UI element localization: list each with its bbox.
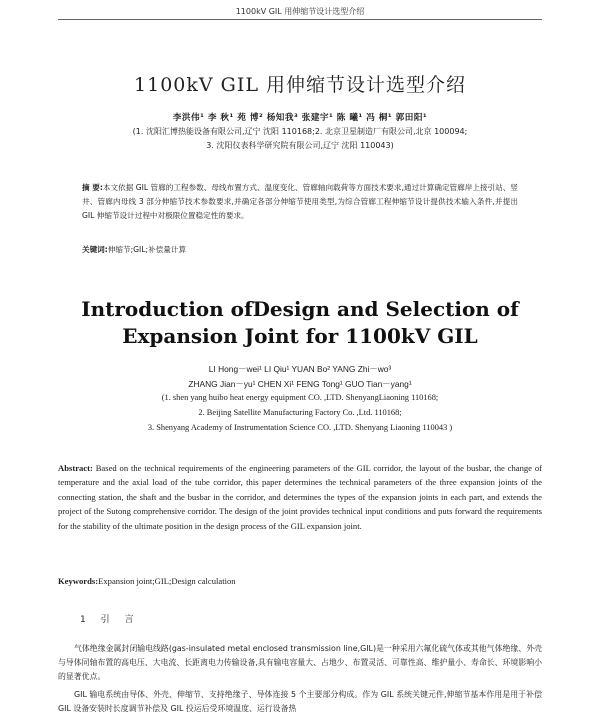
body-paragraph-1: 气体绝缘金属封闭输电线路(gas-insulated metal enclosed transmission line,GIL)是一种采用六氟化硫气体或其他气体绝缘、外壳与导体同轴布置的高电压、大电流、长距离电力传输设备,具有输电容量大、占地少、布置灵活、可靠性高、维护量小、寿命长、环境影响小的显著优点。 bbox=[58, 644, 542, 682]
chinese-abstract-text: 本文依据 GIL 管廊的工程参数、母线布置方式、温度变化、管廊轴向载荷等方面技术要求,通过计算确定管廊岸上接引站、竖井、管廊内母线 3 部分伸缩节技术参数要求,并确定各部分伸缩节使用类型,为综合管廊工程伸缩节设计提供技术输入条件,并提出 GIL 伸缩节设计过程中对极限位置稳定性的要求。 bbox=[82, 183, 518, 221]
english-abstract bbox=[58, 461, 542, 533]
header-rule bbox=[58, 19, 542, 20]
english-keywords-text: Expansion joint;GIL;Design calculation bbox=[98, 576, 236, 586]
chinese-affiliation-line-1: (1. 沈阳汇博热能设备有限公司,辽宁 沈阳 110168;2. 北京卫星制造厂有限公司,北京 100094; bbox=[132, 127, 468, 136]
english-title-line-2: Expansion Joint for 1100kV GIL bbox=[122, 324, 478, 348]
chinese-keywords-text: 伸缩节;GIL;补偿量计算 bbox=[107, 245, 187, 254]
english-affiliation-line-2: 2. Beijing Satellite Manufacturing Factory Co. ,Ltd. 110168; bbox=[198, 408, 402, 417]
english-keywords-label: Keywords: bbox=[58, 576, 99, 586]
running-head: 1100kV GIL 用伸缩节设计选型介绍 bbox=[235, 7, 365, 16]
chinese-authors: 李洪伟¹ 李 秋¹ 苑 博² 杨知我³ 张建宇¹ 陈 曦¹ 冯 桐¹ 郭田阳¹ bbox=[172, 113, 428, 123]
section-heading bbox=[80, 612, 139, 625]
chinese-abstract bbox=[82, 181, 518, 224]
chinese-keywords-label: 关键词: bbox=[82, 245, 108, 254]
chinese-title: 1100kV GIL 用伸缩节设计选型介绍 bbox=[134, 74, 466, 96]
chinese-keywords bbox=[82, 244, 518, 255]
chinese-abstract-label: 摘 要: bbox=[82, 183, 103, 192]
english-abstract-label: Abstract: bbox=[58, 463, 93, 473]
english-abstract-text: Based on the technical requirements of the engineering parameters of the GIL corridor, the layout of the busbar, the change of temperature and the axial load of the tube corridor, this paper determines the technical parameters of the three expansion joints of the connecting station, the shaft and the busbar in the corridor, and determines the types of the expansion joints in each part, and extends the project of the Sutong comprehensive corridor. The design of the joint provides technical input conditions and puts forward the requirements for the stability of the ultimate position in the design process of the GIL expansion joint. bbox=[58, 463, 542, 531]
body-paragraph-2: GIL 输电系统由导体、外壳、伸缩节、支持绝缘子、导体连接 5 个主要部分构成。作为 GIL 系统关键元件,伸缩节基本作用是用于补偿 GIL 设备安装时长度调节补偿及 GIL 投运后受环境温度、运行设备热 bbox=[58, 690, 542, 714]
section-title: 引 言 bbox=[100, 615, 140, 625]
section-number: 1 bbox=[80, 615, 92, 625]
english-keywords bbox=[58, 576, 542, 586]
english-authors-line-1: LI Hong－wei¹ LI Qiu¹ YUAN Bo² YANG Zhi－wo³ bbox=[208, 364, 392, 374]
english-title-line-1: Introduction ofDesign and Selection of bbox=[81, 297, 519, 321]
english-authors-line-2: ZHANG Jian－yu¹ CHEN Xi¹ FENG Tong¹ GUO Tian－yang¹ bbox=[188, 379, 412, 389]
chinese-affiliation-line-2: 3. 沈阳仪表科学研究院有限公司,辽宁 沈阳 110043) bbox=[206, 141, 394, 150]
english-affiliation-line-1: (1. shen yang huibo heat energy equipment CO. ,LTD. ShenyangLiaoning 110168; bbox=[161, 393, 439, 402]
english-affiliation-line-3: 3. Shenyang Academy of Instrumentation Science CO. ,LTD. Shenyang Liaoning 110043 ) bbox=[147, 423, 453, 432]
